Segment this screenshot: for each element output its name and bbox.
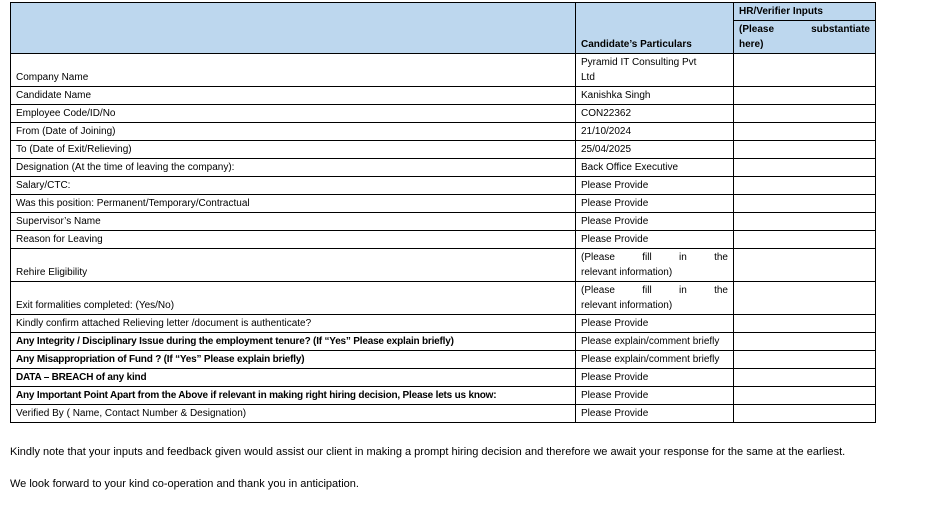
row-value: Please Provide [576,405,734,423]
hr-input-cell[interactable] [734,54,876,87]
table-row-integrity-issue [11,333,876,351]
row-label: Any Integrity / Disciplinary Issue during the employment tenure? (If “Yes” Please explain briefly) [11,333,576,351]
hr-input-cell[interactable] [734,231,876,249]
row-value: Please explain/comment briefly [576,333,734,351]
verification-table [10,2,876,423]
note-hiring-decision: Kindly note that your inputs and feedback given would assist our client in making a prompt hiring decision and therefore we await your response for the same at the earliest. [10,446,846,458]
table-row-company-name [11,54,876,87]
hr-input-cell[interactable] [734,123,876,141]
table-row-reason-for-leaving [11,231,876,249]
row-label: Designation (At the time of leaving the company): [11,159,576,177]
table-row-exit-formalities [11,282,876,315]
row-value: 21/10/2024 [576,123,734,141]
table-row-salary-ctc [11,177,876,195]
hr-input-cell[interactable] [734,213,876,231]
row-value: Please Provide [576,387,734,405]
row-value: Please Provide [576,213,734,231]
note-cooperation: We look forward to your kind co-operation and thank you in anticipation. [10,478,359,490]
hr-input-cell[interactable] [734,282,876,315]
hr-input-cell[interactable] [734,159,876,177]
hr-input-cell[interactable] [734,177,876,195]
hr-input-cell[interactable] [734,195,876,213]
row-label: Company Name [11,54,576,87]
row-value: Please explain/comment briefly [576,351,734,369]
header-hr-sub [734,21,876,54]
row-value: (Please fill in the relevant information) [576,249,734,282]
row-label: Candidate Name [11,87,576,105]
row-label: Any Misappropriation of Fund ? (If “Yes” Please explain briefly) [11,351,576,369]
header-row-1 [11,3,876,21]
row-value: Please Provide [576,369,734,387]
hr-input-cell[interactable] [734,141,876,159]
row-value: (Please fill in the relevant information) [576,282,734,315]
row-label: Employee Code/ID/No [11,105,576,123]
hr-input-cell[interactable] [734,351,876,369]
row-label: Kindly confirm attached Relieving letter /document is authenticate? [11,315,576,333]
row-label: Any Important Point Apart from the Above if relevant in making right hiring decision, Please lets us know: [11,387,576,405]
row-label: Exit formalities completed: (Yes/No) [11,282,576,315]
header-candidate-particulars: Candidate’s Particulars [576,3,734,54]
hr-input-cell[interactable] [734,105,876,123]
hr-input-cell[interactable] [734,315,876,333]
row-value: Back Office Executive [576,159,734,177]
header-hr-sub-line2: here) [739,39,764,50]
table-row-position-type [11,195,876,213]
table-row-date-of-exit [11,141,876,159]
table-row-employee-code [11,105,876,123]
footer-notes [10,445,933,491]
row-label: DATA – BREACH of any kind [11,369,576,387]
row-value: Pyramid IT Consulting Pvt Ltd [576,54,734,87]
row-label: From (Date of Joining) [11,123,576,141]
row-value: Please Provide [576,177,734,195]
row-value: CON22362 [576,105,734,123]
hr-input-cell[interactable] [734,249,876,282]
row-value: Please Provide [576,195,734,213]
row-label: Rehire Eligibility [11,249,576,282]
table-row-verified-by [11,405,876,423]
hr-input-cell[interactable] [734,405,876,423]
table-row-data-breach [11,369,876,387]
row-label: Salary/CTC: [11,177,576,195]
table-row-relieving-letter [11,315,876,333]
hr-input-cell[interactable] [734,87,876,105]
row-label: Verified By ( Name, Contact Number & Designation) [11,405,576,423]
table-row-supervisor-name [11,213,876,231]
header-hr-sub-line1: (Please substantiate [739,24,870,35]
row-value: 25/04/2025 [576,141,734,159]
row-label: To (Date of Exit/Relieving) [11,141,576,159]
row-label: Reason for Leaving [11,231,576,249]
hr-input-cell[interactable] [734,333,876,351]
row-value: Please Provide [576,315,734,333]
table-row-candidate-name [11,87,876,105]
table-row-designation [11,159,876,177]
hr-input-cell[interactable] [734,387,876,405]
row-label: Supervisor’s Name [11,213,576,231]
table-row-misappropriation-of-fund [11,351,876,369]
row-label: Was this position: Permanent/Temporary/Contractual [11,195,576,213]
table-row-date-of-joining [11,123,876,141]
table-row-important-point [11,387,876,405]
table-row-rehire-eligibility [11,249,876,282]
row-value: Kanishka Singh [576,87,734,105]
hr-input-cell[interactable] [734,369,876,387]
row-value: Please Provide [576,231,734,249]
header-empty-cell [11,3,576,54]
header-hr-verifier-inputs: HR/Verifier Inputs [734,3,876,21]
